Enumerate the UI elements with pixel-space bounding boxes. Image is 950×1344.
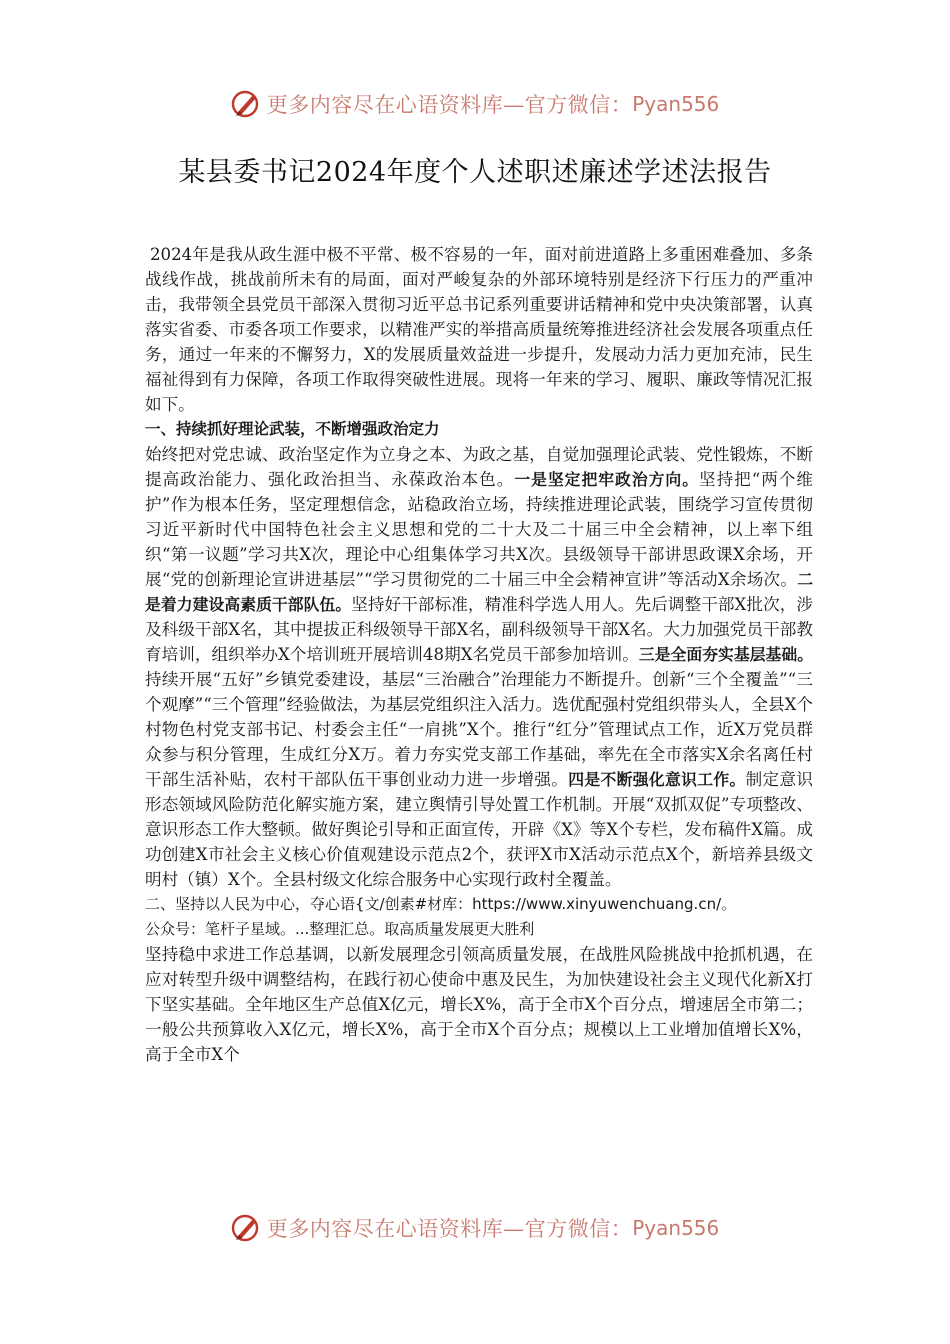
watermark-banner-bottom — [0, 1208, 950, 1248]
watermark-banner-top — [0, 84, 950, 124]
section-1-bold-2: 二是着力建设高素质干部队伍。 — [145, 570, 813, 614]
document-body — [145, 242, 813, 1067]
section-1-paragraph — [145, 442, 813, 892]
watermark-wechat: Pyan556 — [632, 1216, 720, 1240]
section-1-text-a: 始终把对党忠诚、政治坚定作为立身之本、为政之基，自觉加强理论武装、党性锻炼，不断提高政治能力、强化政治担当、永葆政治本色。 — [145, 445, 813, 489]
section-1-bold-1: 一是坚定把牢政治方向。 — [514, 470, 699, 489]
pen-logo-icon — [231, 1213, 261, 1243]
watermark-text: 更多内容尽在心语资料库—官方微信： — [266, 93, 633, 117]
section-1-text-e: 制定意识形态领域风险防范化解实施方案，建立舆情引导处置工作机制。开展“双抓双促”专项整改、意识形态工作大整顿。做好舆论引导和正面宣传，开辟《X》等X个专栏，发布稿件X篇。成功创建X市社会主义核心价值观建设示范点2个，获评X市X活动示范点X个，新培养县级文明村（镇）X个。全县村级文化综合服务中心实现行政村全覆盖。 — [145, 770, 813, 889]
section-1-heading: 一、持续抓好理论武装，不断增强政治定力 — [145, 420, 440, 438]
section-1-bold-3: 三是全面夯实基层基础。 — [638, 645, 813, 664]
pen-logo-icon — [231, 89, 261, 119]
watermark-wechat: Pyan556 — [632, 92, 720, 116]
section-2-paragraph: 坚持稳中求进工作总基调，以新发展理念引领高质量发展，在战胜风险挑战中抢抓机遇，在应对转型升级中调整结构，在践行初心使命中惠及民生，为加快建设社会主义现代化新X打下坚实基础。全年地区生产总值X亿元，增长X%，高于全市X个百分点，增速居全市第二；一般公共预算收入X亿元，增长X%，高于全市X个百分点；规模以上工业增加值增长X%，高于全市X个 — [145, 945, 813, 1064]
section-2-heading-line-1: 二、坚持以人民为中心，夺心语{文/创素#材库：https://www.xinyuwenchuang.cn/。 — [145, 895, 737, 913]
section-1-bold-4: 四是不断强化意识工作。 — [568, 770, 746, 789]
section-2-heading-line-2: 公众号：笔杆子星域。...整理汇总。取高质量发展更大胜利 — [145, 920, 535, 938]
section-1-text-c: 坚持好干部标准，精准科学选人用人。先后调整干部X批次，涉及科级干部X名，其中提拔正科级领导干部X名，副科级领导干部X名。大力加强党员干部教育培训，组织举办X个培训班开展培训48期X名党员干部参加培训。 — [145, 595, 813, 664]
watermark-text: 更多内容尽在心语资料库—官方微信： — [266, 1217, 633, 1241]
section-1-text-b: 坚持把“两个维护”作为根本任务，坚定理想信念，站稳政治立场，持续推进理论武装，围绕学习宣传贯彻习近平新时代中国特色社会主义思想和党的二十大及二十届三中全会精神，以上率下组织“第一议题”学习共X次，理论中心组集体学习共X次。县级领导干部讲思政课X余场，开展“党的创新理论宣讲进基层”“学习贯彻党的二十届三中全会精神宣讲”等活动X余场次。 — [145, 470, 813, 589]
document-title: 某县委书记2024年度个人述职述廉述学述法报告 — [178, 157, 772, 188]
intro-paragraph: 2024年是我从政生涯中极不平常、极不容易的一年，面对前进道路上多重困难叠加、多条战线作战，挑战前所未有的局面，面对严峻复杂的外部环境特别是经济下行压力的严重冲击，我带领全县党员干部深入贯彻习近平总书记系列重要讲话精神和党中央决策部署，认真落实省委、市委各项工作要求，以精准严实的举措高质量统筹推进经济社会发展各项重点任务，通过一年来的不懈努力，X的发展质量效益进一步提升，发展动力活力更加充沛，民生福祉得到有力保障，各项工作取得突破性进展。现将一年来的学习、履职、廉政等情况汇报如下。 — [145, 245, 813, 414]
section-1-text-d: 持续开展“五好”乡镇党委建设，基层“三治融合”治理能力不断提升。创新“三个全覆盖”“三个观摩”“三个管理”经验做法，为基层党组织注入活力。选优配强村党组织带头人，全县X个村物色村党支部书记、村委会主任“一肩挑”X个。推行“红分”管理试点工作，近X万党员群众参与积分管理，生成红分X万。着力夯实党支部工作基础，率先在全市落实X余名离任村干部生活补贴，农村干部队伍干事创业动力进一步增强。 — [145, 670, 813, 789]
